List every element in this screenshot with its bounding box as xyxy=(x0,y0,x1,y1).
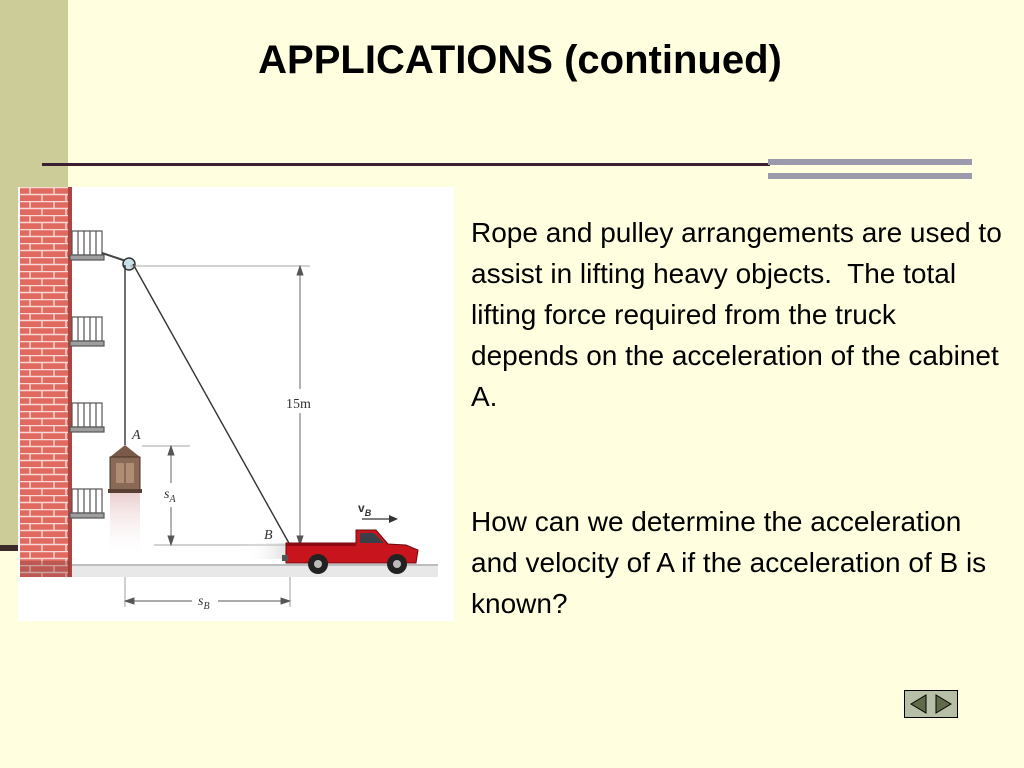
cabinet-a xyxy=(108,445,142,493)
sa-label: $s_A$ xyxy=(164,487,176,505)
slide-body xyxy=(471,212,1011,624)
left-decor-strip xyxy=(0,545,18,551)
point-a-label: A xyxy=(132,428,141,443)
ground xyxy=(38,565,438,577)
slide-title-bold: APPLICATIONS xyxy=(258,38,553,82)
accent-bar-bottom xyxy=(768,173,972,179)
sb-label: $s_B$ xyxy=(198,594,210,612)
paragraph-rope-pulley: Rope and pulley arrangements are used to assist in lifting heavy objects. The total lifting force required from the truck depends on the acceleration of the cabinet A. xyxy=(471,217,1010,412)
triangle-right-icon xyxy=(931,691,957,717)
slide-nav xyxy=(904,690,958,718)
slide-title-rest: (continued) xyxy=(552,38,782,82)
next-slide-button[interactable] xyxy=(931,691,957,717)
point-b-label: B xyxy=(264,528,273,543)
triangle-left-icon xyxy=(905,691,931,717)
prev-slide-button[interactable] xyxy=(905,691,931,717)
brick-building xyxy=(20,187,72,577)
pulley-truck-figure xyxy=(18,187,454,621)
paragraph-question: How can we determine the acceleration and velocity of A if the acceleration of B is known? xyxy=(471,506,994,619)
vb-label: $v_B$ xyxy=(358,501,372,518)
pulley-diagram xyxy=(18,187,454,621)
height-label: 15m xyxy=(286,397,311,412)
accent-bar-top xyxy=(768,159,972,165)
title-divider xyxy=(42,163,770,166)
rope-diagonal xyxy=(133,264,290,545)
slide-title xyxy=(0,38,1024,83)
balconies xyxy=(70,231,104,518)
